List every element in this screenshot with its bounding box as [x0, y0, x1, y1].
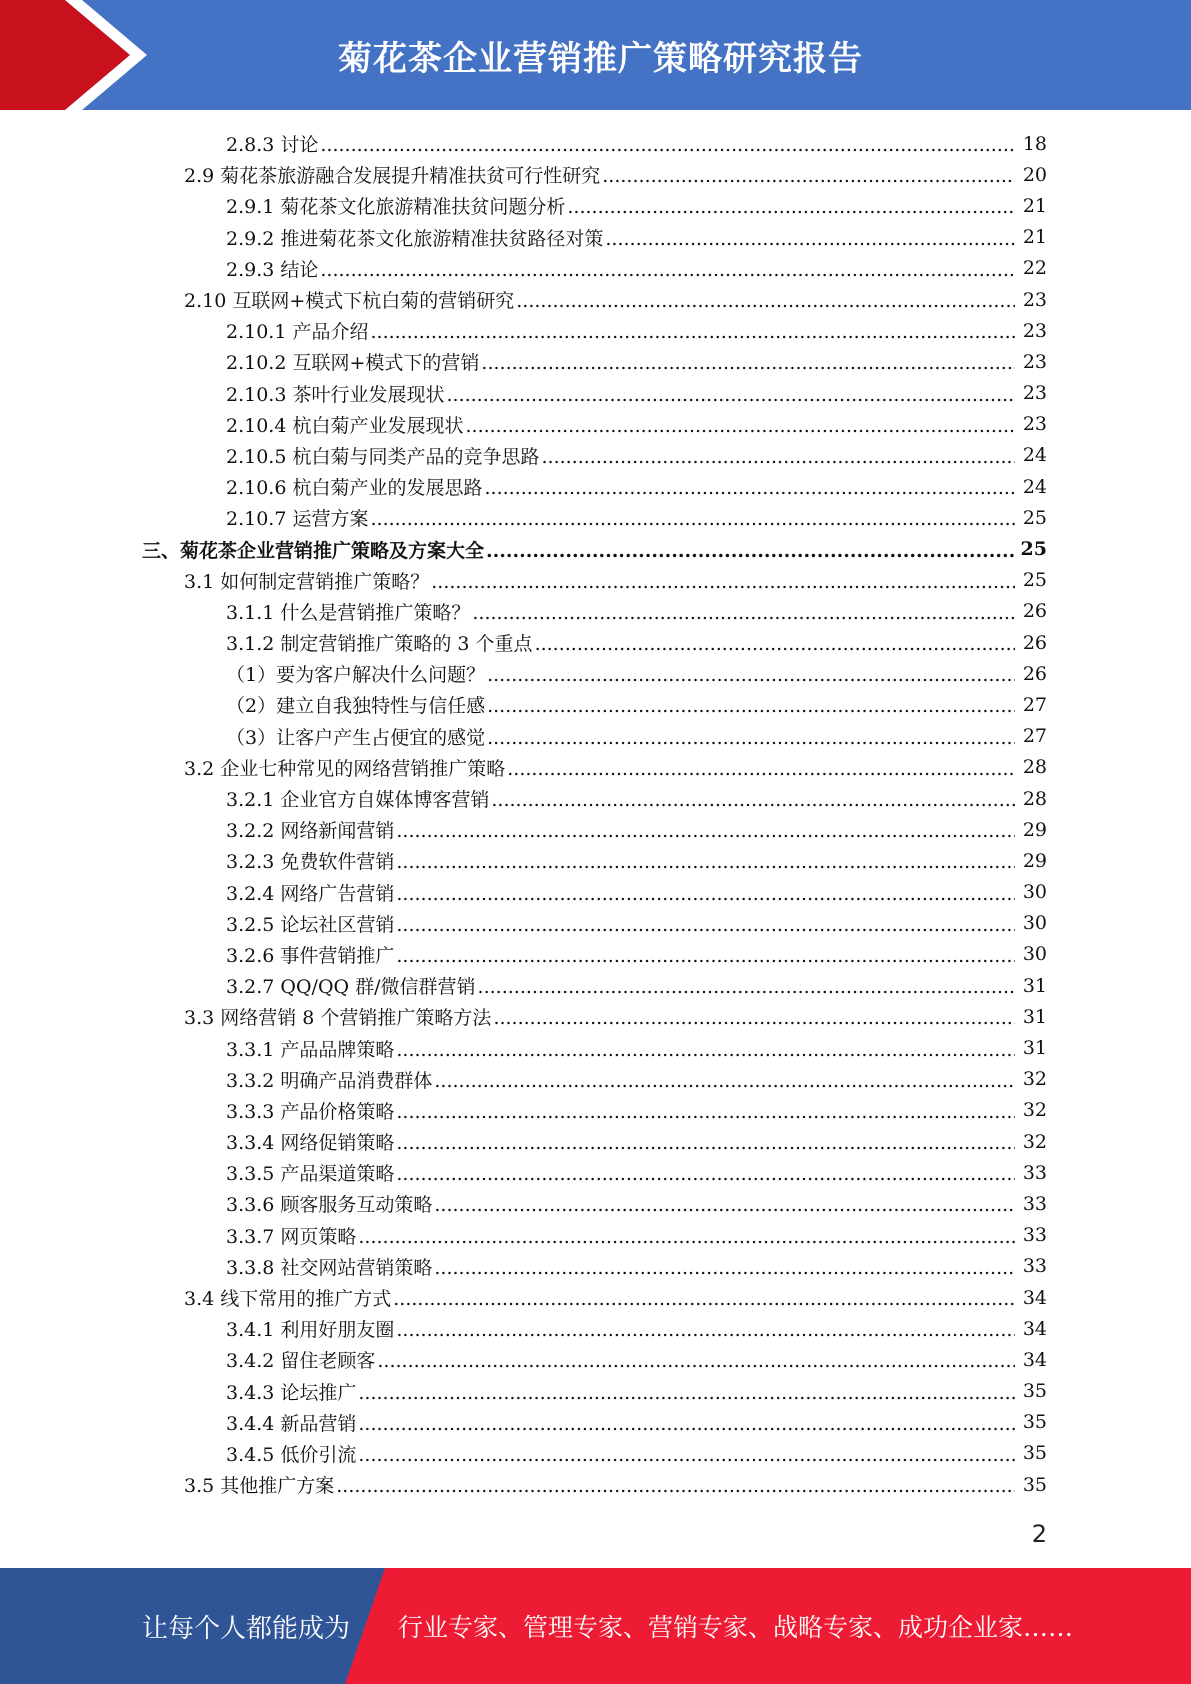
- toc-entry-page: 29: [1022, 849, 1047, 872]
- toc-dot-leader: [446, 384, 1015, 403]
- toc-dot-leader: [465, 415, 1015, 434]
- toc-entry-page: 34: [1022, 1348, 1047, 1371]
- toc-entry-title: 2.10.1 产品介绍: [226, 321, 369, 344]
- toc-entry-page: 31: [1022, 1005, 1047, 1028]
- toc-dot-leader: [481, 352, 1015, 371]
- toc-entry-title: 3.1 如何制定营销推广策略？: [184, 570, 430, 593]
- toc-dot-leader: [396, 945, 1015, 964]
- toc-entry-title: 3.2.7 QQ/QQ 群/微信群营销: [226, 976, 476, 999]
- toc-dot-leader: [396, 883, 1015, 902]
- toc-dot-leader: [358, 1226, 1015, 1245]
- toc-entry-page: 24: [1022, 444, 1047, 467]
- toc-entry-title: 3.1.2 制定营销推广策略的 3 个重点: [226, 633, 533, 656]
- toc-entry-page: 23: [1022, 382, 1047, 405]
- toc-entry[interactable]: [0, 471, 1191, 502]
- toc-entry[interactable]: [0, 502, 1191, 533]
- toc-entry-title: 2.9.3 结论: [226, 258, 319, 281]
- toc-entry-title: 3.3.3 产品价格策略: [226, 1100, 395, 1123]
- toc-entry-title: 3.4.5 低价引流: [226, 1443, 357, 1466]
- toc-entry[interactable]: [0, 1407, 1191, 1438]
- toc-dot-leader: [358, 1444, 1015, 1463]
- toc-dot-leader: [507, 758, 1015, 777]
- toc-entry-page: 25: [1022, 506, 1047, 529]
- toc-entry[interactable]: [0, 1064, 1191, 1095]
- toc-entry-title: （2）建立自我独特性与信任感: [226, 695, 486, 718]
- toc-dot-leader: [396, 1163, 1015, 1182]
- toc-entry[interactable]: [0, 346, 1191, 377]
- toc-entry[interactable]: [0, 253, 1191, 284]
- toc-entry[interactable]: [0, 284, 1191, 315]
- toc-entry[interactable]: [0, 1344, 1191, 1375]
- toc-entry[interactable]: [0, 908, 1191, 939]
- toc-dot-leader: [486, 540, 1015, 559]
- toc-entry-title: （3）让客户产生占便宜的感觉: [226, 726, 486, 749]
- toc-entry[interactable]: [0, 721, 1191, 752]
- toc-entry[interactable]: [0, 1313, 1191, 1344]
- toc-dot-leader: [358, 1382, 1015, 1401]
- toc-dot-leader: [484, 477, 1015, 496]
- toc-entry-page: 25: [1022, 569, 1047, 592]
- toc-entry-page: 32: [1022, 1099, 1047, 1122]
- toc-entry-page: 32: [1022, 1068, 1047, 1091]
- toc-entry-page: 30: [1022, 943, 1047, 966]
- toc-entry[interactable]: [0, 596, 1191, 627]
- toc-entry-page: 27: [1022, 693, 1047, 716]
- toc-entry-title: 3.4 线下常用的推广方式: [184, 1288, 392, 1311]
- toc-entry-page: 18: [1022, 132, 1047, 155]
- toc-entry-page: 22: [1022, 257, 1047, 280]
- toc-entry-page: 33: [1022, 1255, 1047, 1278]
- toc-dot-leader: [487, 664, 1015, 683]
- toc-entry-title: 3.4.2 留住老顾客: [226, 1350, 376, 1373]
- toc-entry[interactable]: [0, 689, 1191, 720]
- toc-entry[interactable]: [0, 939, 1191, 970]
- toc-entry-page: 20: [1022, 163, 1047, 186]
- toc-entry[interactable]: [0, 128, 1191, 159]
- toc-entry-title: 3.2.2 网络新闻营销: [226, 820, 395, 843]
- toc-dot-leader: [393, 1288, 1015, 1307]
- toc-entry-title: 2.10 互联网+模式下杭白菊的营销研究: [184, 290, 515, 313]
- toc-entry-page: 35: [1022, 1442, 1047, 1465]
- toc-entry-title: 3.5 其他推广方案: [184, 1475, 335, 1498]
- toc-entry-title: 2.9.1 菊花茶文化旅游精准扶贫问题分析: [226, 196, 566, 219]
- toc-entry[interactable]: [0, 752, 1191, 783]
- toc-entry[interactable]: [0, 222, 1191, 253]
- toc-entry-page: 23: [1022, 413, 1047, 436]
- toc-entry[interactable]: [0, 315, 1191, 346]
- toc-dot-leader: [434, 1194, 1015, 1213]
- footer-slogan-left: 让每个人都能成为: [142, 1613, 351, 1644]
- toc-dot-leader: [491, 789, 1015, 808]
- toc-entry[interactable]: [0, 1001, 1191, 1032]
- toc-entry-title: 2.9 菊花茶旅游融合发展提升精准扶贫可行性研究: [184, 165, 601, 188]
- page-number: 2: [1031, 1520, 1047, 1548]
- toc-entry-page: 25: [1020, 538, 1047, 561]
- toc-entry[interactable]: [0, 159, 1191, 190]
- toc-entry-page: 26: [1022, 631, 1047, 654]
- toc-entry-page: 24: [1022, 475, 1047, 498]
- toc-entry-page: 23: [1022, 288, 1047, 311]
- toc-entry-page: 32: [1022, 1130, 1047, 1153]
- toc-dot-leader: [605, 228, 1015, 247]
- toc-dot-leader: [535, 633, 1015, 652]
- toc-entry-page: 34: [1022, 1317, 1047, 1340]
- toc-entry[interactable]: [0, 970, 1191, 1001]
- toc-entry-title: 3.2.1 企业官方自媒体博客营销: [226, 789, 490, 812]
- toc-entry-title: 2.9.2 推进菊花茶文化旅游精准扶贫路径对策: [226, 227, 604, 250]
- toc-entry[interactable]: [0, 1157, 1191, 1188]
- footer-banner: [0, 1568, 1191, 1684]
- toc-entry-page: 23: [1022, 319, 1047, 342]
- toc-dot-leader: [602, 165, 1015, 184]
- toc-entry-title: 3.3.1 产品品牌策略: [226, 1038, 395, 1061]
- toc-dot-leader: [377, 1350, 1015, 1369]
- toc-entry-page: 35: [1022, 1473, 1047, 1496]
- toc-entry-page: 35: [1022, 1411, 1047, 1434]
- toc-entry-page: 33: [1022, 1161, 1047, 1184]
- toc-entry-page: 21: [1022, 226, 1047, 249]
- toc-entry[interactable]: [0, 190, 1191, 221]
- toc-entry-page: 26: [1022, 600, 1047, 623]
- toc-dot-leader: [358, 1413, 1015, 1432]
- toc-entry-title: 3.3.7 网页策略: [226, 1225, 357, 1248]
- toc-dot-leader: [396, 1319, 1015, 1338]
- toc-entry-title: 3.2.5 论坛社区营销: [226, 913, 395, 936]
- toc-entry-title: 3.3 网络营销 8 个营销推广策略方法: [184, 1007, 492, 1030]
- toc-entry-title: 3.2.4 网络广告营销: [226, 882, 395, 905]
- toc-dot-leader: [396, 820, 1015, 839]
- document-title: 菊花茶企业营销推广策略研究报告: [338, 38, 863, 79]
- toc-entry[interactable]: [0, 1469, 1191, 1500]
- toc-entry-page: 29: [1022, 818, 1047, 841]
- toc-dot-leader: [370, 321, 1015, 340]
- toc-entry-page: 31: [1022, 974, 1047, 997]
- toc-dot-leader: [493, 1007, 1015, 1026]
- toc-dot-leader: [472, 602, 1015, 621]
- toc-entry-title: 2.10.2 互联网+模式下的营销: [226, 352, 480, 375]
- toc-entry-page: 23: [1022, 350, 1047, 373]
- toc-dot-leader: [567, 196, 1015, 215]
- toc-entry[interactable]: [0, 440, 1191, 471]
- toc-dot-leader: [370, 508, 1015, 527]
- toc-entry-title: 2.10.7 运营方案: [226, 508, 369, 531]
- toc-entry-title: 3.4.1 利用好朋友圈: [226, 1319, 395, 1342]
- toc-entry-page: 27: [1022, 725, 1047, 748]
- toc-entry-title: 3.3.5 产品渠道策略: [226, 1163, 395, 1186]
- toc-entry[interactable]: [0, 1032, 1191, 1063]
- toc-entry[interactable]: [0, 1282, 1191, 1313]
- toc-entry[interactable]: [0, 814, 1191, 845]
- toc-entry-title: 3.3.8 社交网站营销策略: [226, 1256, 433, 1279]
- table-of-contents: [0, 128, 1191, 1500]
- toc-entry[interactable]: [0, 533, 1191, 564]
- toc-entry-title: 2.10.5 杭白菊与同类产品的竞争思路: [226, 445, 540, 468]
- toc-entry-title: 3.2 企业七种常见的网络营销推广策略: [184, 757, 506, 780]
- footer-slogan-right: 行业专家、管理专家、营销专家、战略专家、成功企业家……: [398, 1613, 1074, 1642]
- toc-entry-page: 35: [1022, 1380, 1047, 1403]
- toc-entry[interactable]: [0, 1095, 1191, 1126]
- toc-entry[interactable]: [0, 1438, 1191, 1469]
- toc-entry[interactable]: [0, 845, 1191, 876]
- toc-dot-leader: [336, 1475, 1015, 1494]
- toc-entry-page: 33: [1022, 1192, 1047, 1215]
- toc-entry[interactable]: [0, 627, 1191, 658]
- toc-dot-leader: [478, 976, 1015, 995]
- toc-entry-page: 34: [1022, 1286, 1047, 1309]
- toc-entry-title: 3.4.4 新品营销: [226, 1412, 357, 1435]
- toc-entry-page: 26: [1022, 662, 1047, 685]
- toc-entry-page: 31: [1022, 1037, 1047, 1060]
- toc-entry-title: 3.3.6 顾客服务互动策略: [226, 1194, 433, 1217]
- toc-entry-page: 28: [1022, 787, 1047, 810]
- toc-entry-title: 三、菊花茶企业营销推广策略及方案大全: [142, 539, 485, 562]
- toc-entry-title: 2.8.3 讨论: [226, 134, 319, 157]
- toc-entry[interactable]: [0, 1251, 1191, 1282]
- toc-entry-title: 3.3.4 网络促销策略: [226, 1132, 395, 1155]
- toc-dot-leader: [320, 134, 1015, 153]
- toc-dot-leader: [396, 1039, 1015, 1058]
- toc-entry-title: 2.10.6 杭白菊产业的发展思路: [226, 477, 483, 500]
- toc-entry-page: 30: [1022, 912, 1047, 935]
- toc-dot-leader: [396, 914, 1015, 933]
- toc-dot-leader: [434, 1257, 1015, 1276]
- toc-entry[interactable]: [0, 1220, 1191, 1251]
- toc-entry-title: 3.2.6 事件营销推广: [226, 944, 395, 967]
- toc-entry[interactable]: [0, 1188, 1191, 1219]
- toc-dot-leader: [320, 259, 1015, 278]
- toc-dot-leader: [487, 727, 1015, 746]
- toc-entry-page: 21: [1022, 194, 1047, 217]
- toc-entry[interactable]: [0, 877, 1191, 908]
- toc-entry-page: 28: [1022, 756, 1047, 779]
- toc-entry-title: 2.10.4 杭白菊产业发展现状: [226, 414, 464, 437]
- toc-entry-title: 3.1.1 什么是营销推广策略？: [226, 601, 471, 624]
- toc-entry[interactable]: [0, 565, 1191, 596]
- header-banner: [0, 0, 1191, 110]
- toc-dot-leader: [396, 1101, 1015, 1120]
- toc-dot-leader: [487, 695, 1015, 714]
- toc-entry-title: 3.2.3 免费软件营销: [226, 851, 395, 874]
- toc-entry[interactable]: [0, 658, 1191, 689]
- toc-entry-page: 30: [1022, 881, 1047, 904]
- toc-dot-leader: [396, 851, 1015, 870]
- toc-entry-title: 2.10.3 茶叶行业发展现状: [226, 383, 445, 406]
- toc-dot-leader: [396, 1132, 1015, 1151]
- toc-entry-title: （1）要为客户解决什么问题？: [226, 664, 486, 687]
- toc-entry-title: 3.4.3 论坛推广: [226, 1381, 357, 1404]
- toc-dot-leader: [516, 290, 1015, 309]
- toc-dot-leader: [434, 1070, 1015, 1089]
- toc-dot-leader: [431, 571, 1015, 590]
- toc-entry[interactable]: [0, 409, 1191, 440]
- toc-entry-title: 3.3.2 明确产品消费群体: [226, 1069, 433, 1092]
- toc-dot-leader: [541, 446, 1015, 465]
- toc-entry[interactable]: [0, 1376, 1191, 1407]
- toc-entry-page: 33: [1022, 1224, 1047, 1247]
- toc-entry[interactable]: [0, 378, 1191, 409]
- toc-entry[interactable]: [0, 783, 1191, 814]
- toc-entry[interactable]: [0, 1126, 1191, 1157]
